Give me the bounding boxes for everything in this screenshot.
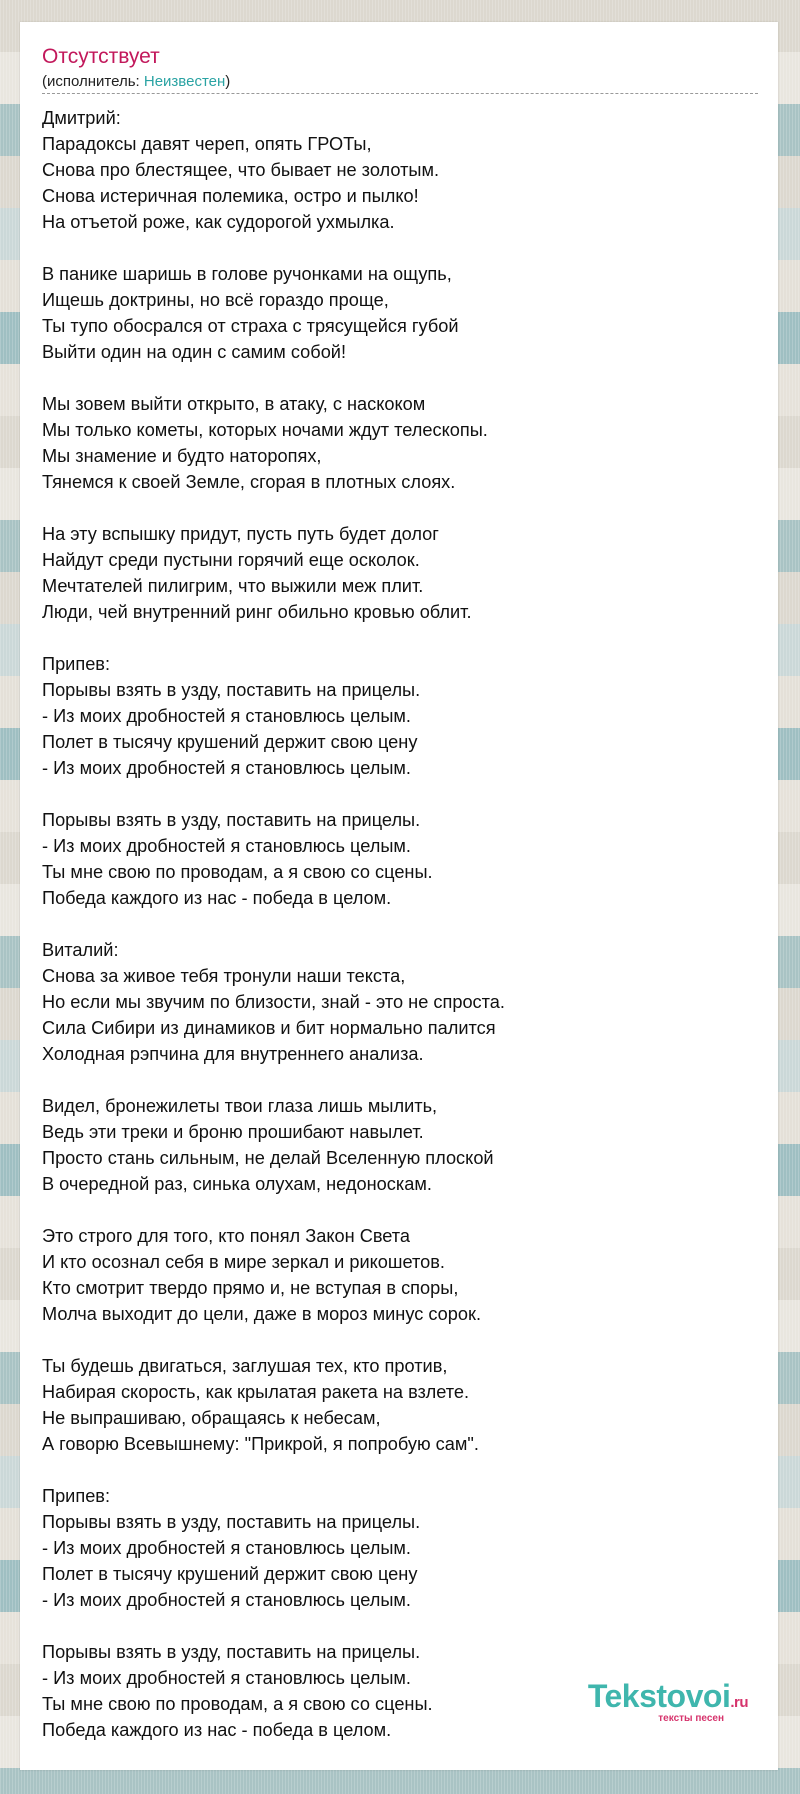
lyrics-line: Порывы взять в узду, поставить на прицелы. (42, 1512, 421, 1532)
lyrics-stanza (42, 105, 505, 235)
lyrics-line: Люди, чей внутренний ринг обильно кровью облит. (42, 602, 472, 622)
lyrics-line: Сила Сибири из динамиков и бит нормально палится (42, 1018, 496, 1038)
lyrics-line: Но если мы звучим по близости, знай - это не спроста. (42, 992, 505, 1012)
lyrics-line: Снова истеричная полемика, остро и пылко! (42, 186, 419, 206)
lyrics-line: И кто осознал себя в мире зеркал и рикошетов. (42, 1252, 445, 1272)
lyrics-line: Это строго для того, кто понял Закон Света (42, 1226, 411, 1246)
lyrics-stanza (42, 391, 505, 495)
lyrics-line: Холодная рэпчина для внутреннего анализа. (42, 1044, 424, 1064)
lyrics-line: Снова за живое тебя тронули наши текста, (42, 966, 406, 986)
lyrics-line: Ведь эти треки и броню прошибают навылет. (42, 1122, 424, 1142)
lyrics-line: - Из моих дробностей я становлюсь целым. (42, 836, 411, 856)
lyrics-stanza (42, 937, 505, 1067)
lyrics-line: - Из моих дробностей я становлюсь целым. (42, 1538, 411, 1558)
lyrics-line: Полет в тысячу крушений держит свою цену (42, 1564, 418, 1584)
logo-wordmark (588, 1680, 748, 1712)
lyrics-line: Снова про блестящее, что бывает не золотым. (42, 160, 440, 180)
lyrics-line: Порывы взять в узду, поставить на прицелы. (42, 680, 421, 700)
lyrics-line: Победа каждого из нас - победа в целом. (42, 888, 392, 908)
lyrics-line: Мы зовем выйти открыто, в атаку, с наскоком (42, 394, 426, 414)
lyrics-stanza (42, 521, 505, 625)
logo-tld: .ru (730, 1694, 748, 1711)
lyrics-line: Просто стань сильным, не делай Вселенную плоской (42, 1148, 494, 1168)
lyrics-line: Дмитрий: (42, 108, 121, 128)
lyrics-stanza (42, 1639, 505, 1743)
lyrics-line: - Из моих дробностей я становлюсь целым. (42, 758, 411, 778)
lyrics-line: Видел, бронежилеты твои глаза лишь мылить, (42, 1096, 438, 1116)
lyrics-stanza (42, 1223, 505, 1327)
lyrics-line: Припев: (42, 654, 111, 674)
lyrics-card (20, 22, 778, 1770)
site-logo[interactable] (588, 1680, 748, 1724)
lyrics-line: Полет в тысячу крушений держит свою цену (42, 732, 418, 752)
lyrics-line: Выйти один на один с самим собой! (42, 342, 347, 362)
lyrics-line: Кто смотрит твердо прямо и, не вступая в споры, (42, 1278, 459, 1298)
lyrics-stanza (42, 1353, 505, 1457)
title-divider (42, 93, 758, 94)
lyrics-line: Ты мне свою по проводам, а я свою со сцены. (42, 1694, 433, 1714)
lyrics-stanza (42, 651, 505, 781)
logo-main-text: Tekstovoi (587, 1678, 731, 1714)
lyrics-line: Порывы взять в узду, поставить на прицелы. (42, 1642, 421, 1662)
lyrics-line: Не выпрашиваю, обращаясь к небесам, (42, 1408, 381, 1428)
lyrics-line: Ты мне свою по проводам, а я свою со сцены. (42, 862, 433, 882)
lyrics-line: Припев: (42, 1486, 111, 1506)
lyrics-line: Мечтателей пилигрим, что выжили меж плит. (42, 576, 424, 596)
lyrics-line: Парадоксы давят череп, опять ГРОТы, (42, 134, 372, 154)
artist-link[interactable]: Неизвестен (143, 73, 226, 90)
lyrics-stanza (42, 807, 505, 911)
lyrics-line: Виталий: (42, 940, 119, 960)
lyrics-line: - Из моих дробностей я становлюсь целым. (42, 1668, 411, 1688)
lyrics-line: Мы только кометы, которых ночами ждут телескопы. (42, 420, 488, 440)
lyrics-line: В очередной раз, синька олухам, недоноскам. (42, 1174, 432, 1194)
logo-tagline: тексты песен (658, 1713, 724, 1724)
lyrics-stanza (42, 1483, 505, 1613)
lyrics-line: На отъетой роже, как судорогой ухмылка. (42, 212, 395, 232)
lyrics-line: Порывы взять в узду, поставить на прицелы. (42, 810, 421, 830)
lyrics-line: Найдут среди пустыни горячий еще осколок. (42, 550, 420, 570)
lyrics-line: На эту вспышку придут, пусть путь будет долог (42, 524, 439, 544)
song-title: Отсутствует (42, 45, 160, 68)
artist-prefix: (исполнитель: (42, 73, 144, 90)
artist-line (42, 73, 230, 91)
lyrics-line: Мы знамение и будто наторопях, (42, 446, 322, 466)
lyrics-line: Победа каждого из нас - победа в целом. (42, 1720, 392, 1740)
lyrics-line: Набирая скорость, как крылатая ракета на взлете. (42, 1382, 470, 1402)
lyrics-line: В панике шаришь в голове ручонками на ощупь, (42, 264, 452, 284)
lyrics-stanza (42, 261, 505, 365)
lyrics-line: - Из моих дробностей я становлюсь целым. (42, 1590, 411, 1610)
lyrics-line: А говорю Всевышнему: "Прикрой, я попробую сам". (42, 1434, 479, 1454)
lyrics-line: - Из моих дробностей я становлюсь целым. (42, 706, 411, 726)
lyrics-line: Тянемся к своей Земле, сгорая в плотных слоях. (42, 472, 456, 492)
lyrics-line: Ищешь доктрины, но всё гораздо проще, (42, 290, 389, 310)
lyrics-body (42, 105, 505, 1769)
lyrics-line: Ты тупо обосрался от страха с трясущейся губой (42, 316, 459, 336)
lyrics-stanza (42, 1093, 505, 1197)
lyrics-line: Ты будешь двигаться, заглушая тех, кто против, (42, 1356, 448, 1376)
lyrics-line: Молча выходит до цели, даже в мороз минус сорок. (42, 1304, 482, 1324)
artist-suffix: ) (225, 73, 231, 90)
